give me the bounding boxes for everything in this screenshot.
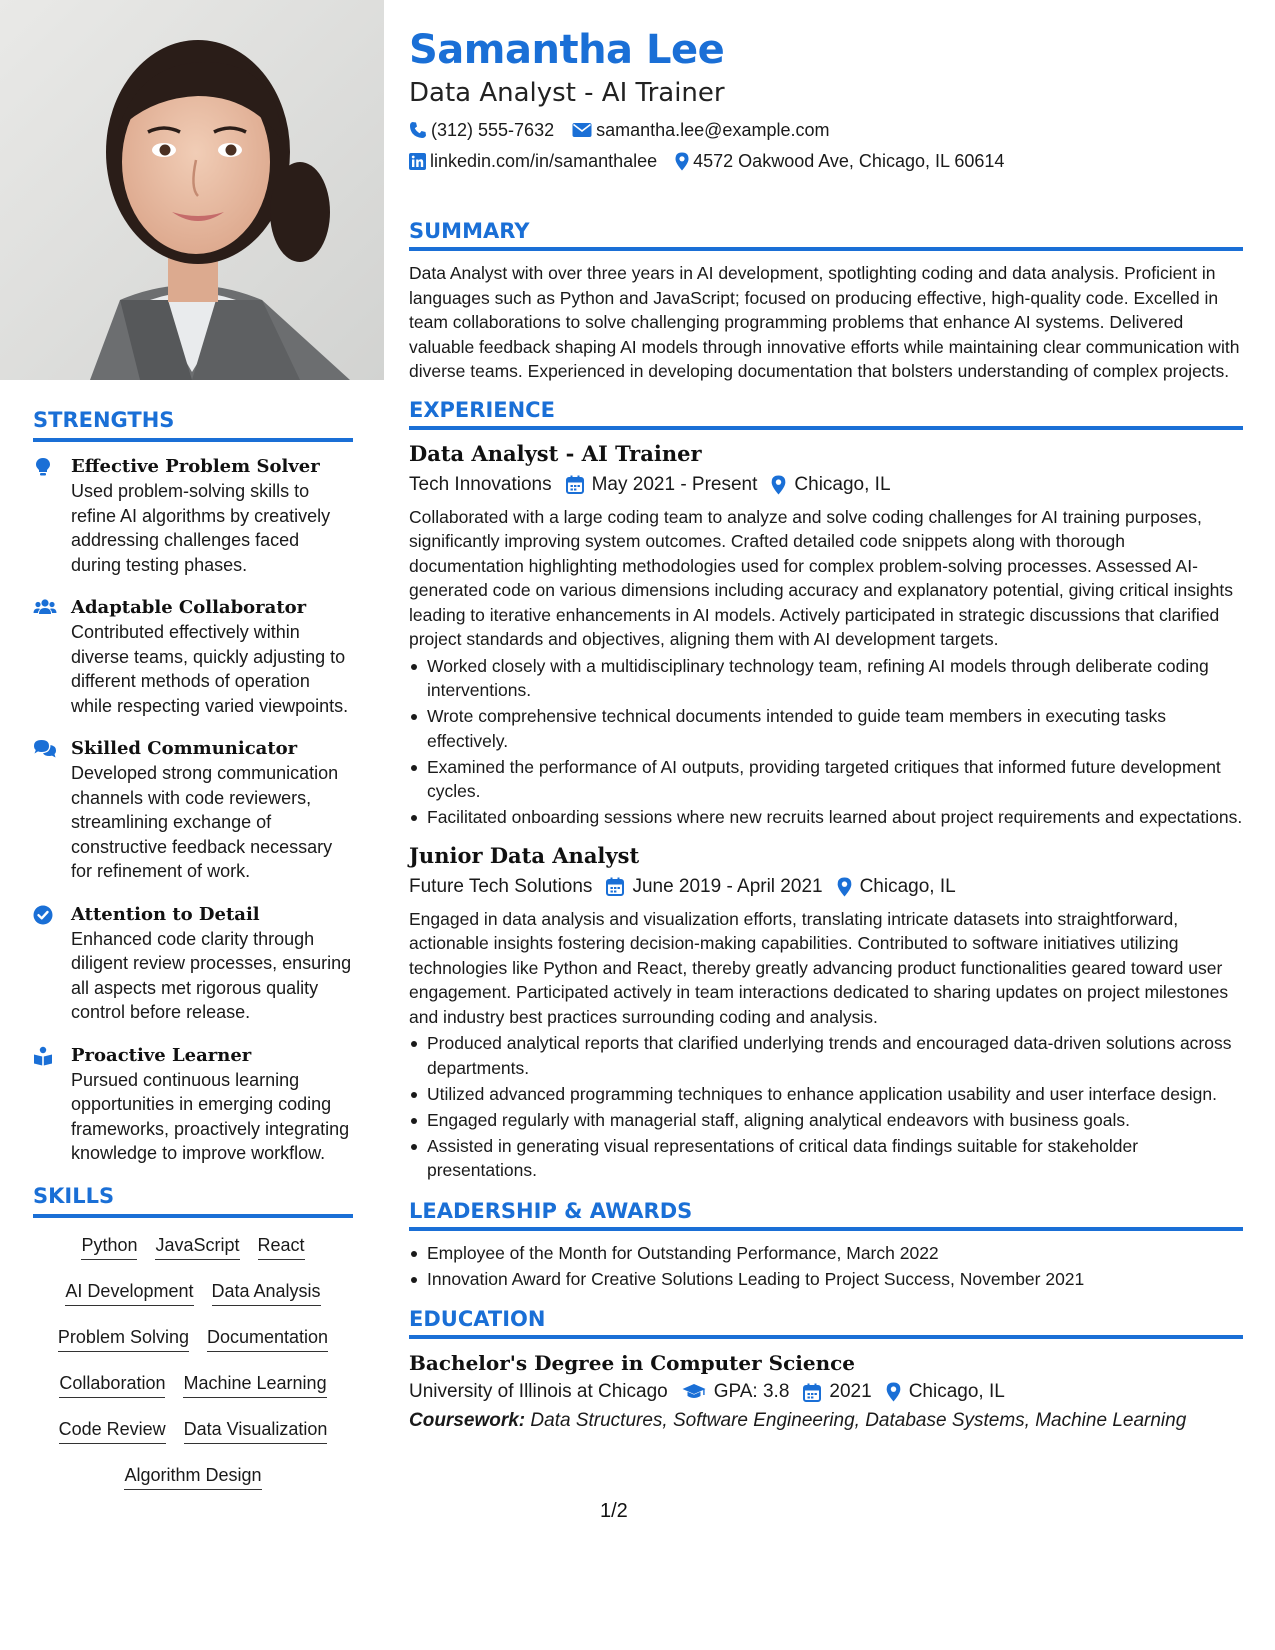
education-location-text: Chicago, IL [908,1381,1005,1402]
skill-tag: Machine Learning [183,1372,326,1398]
gpa-text: GPA: 3.8 [713,1381,790,1402]
bullet-item: Worked closely with a multidisciplinary technology team, refining AI models through deliberate coding interventions. [409,654,1243,703]
graduation-cap-icon [682,1383,706,1401]
job-meta [409,471,1243,499]
job-dates [566,471,758,499]
skill-tag: Data Analysis [212,1280,321,1306]
skill-tag: Problem Solving [58,1326,189,1352]
job-dates [606,873,822,901]
phone-text: (312) 555-7632 [431,120,555,140]
job-company: Future Tech Solutions [409,875,593,897]
bullet-item: Innovation Award for Creative Solutions Leading to Project Success, November 2021 [409,1267,1243,1292]
coursework [409,1408,1243,1434]
email-text: samantha.lee@example.com [596,120,830,140]
strength-item [33,595,353,718]
summary-heading: SUMMARY [409,219,1243,251]
school-name: University of Illinois at Chicago [409,1381,668,1402]
job-meta [409,873,1243,901]
summary-section [409,219,1243,384]
check-circle-icon [33,902,71,1025]
linkedin-icon [409,153,426,170]
job-dates-text: June 2019 - April 2021 [632,875,823,897]
strength-description: Used problem-solving skills to refine AI algorithms by creatively addressing challenges faced during testing phases. [71,481,331,575]
contact-row [409,118,1243,142]
skills-heading: SKILLS [33,1184,353,1218]
skill-tag: React [258,1234,305,1260]
strength-title: Proactive Learner [71,1044,252,1066]
lightbulb-icon [33,454,71,577]
chat-icon [33,736,71,884]
job-bullets [409,654,1243,830]
experience-section [409,398,1243,1183]
bullet-item: Facilitated onboarding sessions where new recruits learned about project requirements and expectations. [409,805,1243,830]
job-location-text: Chicago, IL [859,875,956,897]
skill-tag: Code Review [59,1418,166,1444]
leadership-bullets [409,1241,1243,1292]
leadership-heading: LEADERSHIP & AWARDS [409,1199,1243,1231]
sidebar-content [33,408,353,1490]
strength-description: Enhanced code clarity through diligent review processes, ensuring all aspects met rigorous quality control before release. [71,928,352,1022]
education-location [886,1378,1005,1406]
job-title: Junior Data Analyst [409,842,640,868]
coursework-label: Coursework: [409,1410,526,1431]
strength-description: Developed strong communication channels with code reviewers, streamlining exchange of constructive feedback necessary for refinement of work. [71,763,339,881]
job-location [837,873,956,901]
strength-item [33,736,353,884]
job-title: Data Analyst - AI Trainer [409,440,702,466]
skills-list [33,1230,353,1490]
education-section [409,1307,1243,1434]
bullet-item: Assisted in generating visual representations of critical data findings suitable for stakeholder presentations. [409,1134,1243,1183]
bullet-item: Produced analytical reports that clarified underlying trends and encouraged data-driven solutions across departments. [409,1031,1243,1080]
degree-title: Bachelor's Degree in Computer Science [409,1351,856,1375]
job-entry [409,842,1243,1183]
email-contact[interactable] [572,118,829,142]
phone-contact[interactable] [409,118,554,142]
linkedin-contact[interactable] [409,149,657,173]
linkedin-text: linkedin.com/in/samanthalee [430,151,658,171]
strength-description: Pursued continuous learning opportunities in emerging coding frameworks, proactively integrating knowledge to improve workflow. [71,1069,350,1163]
address-text: 4572 Oakwood Ave, Chicago, IL 60614 [693,151,1005,171]
education-heading: EDUCATION [409,1307,1243,1339]
graduation-year [803,1378,871,1406]
gpa [682,1378,790,1406]
main-content [409,26,1243,1434]
job-location-text: Chicago, IL [794,473,891,495]
calendar-icon [566,475,584,494]
strength-title: Attention to Detail [71,903,260,925]
calendar-icon [606,877,624,896]
job-description: Engaged in data analysis and visualization efforts, translating intricate datasets into straightforward, actionable insights fostering decision-making capabilities. Contributed to software initiatives utilizing technologies like Python and React, thereby greatly advancing product functionalities geared toward user engagement. Participated actively in team interactions dedicated to sharing updates on project milestones and industry best practices surrounding coding and analysis. [409,908,1229,1027]
users-icon [33,595,71,718]
profile-photo [0,0,384,380]
bullet-item: Examined the performance of AI outputs, providing targeted critiques that informed future development cycles. [409,755,1243,804]
skill-tag: Python [81,1234,137,1260]
map-pin-icon [771,475,786,495]
education-meta [409,1378,1243,1406]
map-pin-icon [837,877,852,897]
strength-description: Contributed effectively within diverse teams, quickly adjusting to different methods of operation while respecting varied viewpoints. [71,622,349,716]
year-text: 2021 [829,1381,872,1402]
job-bullets [409,1031,1243,1183]
skill-tag: Algorithm Design [124,1464,261,1490]
strength-item [33,902,353,1025]
strength-item [33,1043,353,1166]
summary-text: Data Analyst with over three years in AI development, spotlighting coding and data analysis. Proficient in languages such as Python and JavaScript; focused on producing effective, high-quality code. Excelled in team collaborations to solve challenging programming problems that enhance AI systems. Delivered valuable feedback shaping AI models through innovative efforts while maintaining clear communication with diverse teams. Experienced in developing documentation that bolsters understanding of complex projects. [409,263,1240,381]
book-reader-icon [33,1043,71,1166]
bullet-item: Wrote comprehensive technical documents intended to guide team members in executing tasks effectively. [409,704,1243,753]
strength-title: Adaptable Collaborator [71,597,307,618]
job-company: Tech Innovations [409,473,552,495]
strengths-heading: STRENGTHS [33,408,353,442]
job-entry [409,440,1243,830]
map-pin-icon [675,152,689,171]
candidate-name: Samantha Lee [409,27,725,73]
candidate-role: Data Analyst - AI Trainer [409,78,725,108]
job-location [771,471,890,499]
bullet-item: Utilized advanced programming techniques to enhance application usability and user interface design. [409,1082,1243,1107]
strength-title: Skilled Communicator [71,738,298,759]
job-dates-text: May 2021 - Present [591,473,758,495]
contact-row-2 [409,149,1243,173]
sidebar [0,0,384,1650]
coursework-text: Data Structures, Software Engineering, Database Systems, Machine Learning [530,1410,1187,1431]
phone-icon [409,121,427,139]
envelope-icon [572,122,592,138]
leadership-section [409,1199,1243,1292]
skill-tag: Collaboration [59,1372,165,1398]
bullet-item: Employee of the Month for Outstanding Performance, March 2022 [409,1241,1243,1266]
address-contact [675,149,1004,173]
calendar-icon [803,1383,821,1402]
skill-tag: JavaScript [155,1234,239,1260]
skill-tag: Data Visualization [184,1418,328,1444]
strength-title: Effective Problem Solver [71,456,320,477]
skill-tag: AI Development [65,1280,193,1306]
experience-heading: EXPERIENCE [409,398,1243,430]
skill-tag: Documentation [207,1326,328,1352]
map-pin-icon [886,1382,901,1402]
bullet-item: Engaged regularly with managerial staff, aligning analytical endeavors with business goals. [409,1108,1243,1133]
job-description: Collaborated with a large coding team to analyze and solve coding challenges for AI training purposes, significantly improving system outcomes. Crafted detailed code snippets along with thorough documentation highlighting methodologies used for complex problem-solving processes. Assessed AI-generated code on various dimensions including accuracy and explanatory potential, giving critical insights leading to iterative enhancements in AI models. Actively participated in strategic discussions that clarified project standards and objectives, aligning them with AI development targets. [409,506,1233,649]
page-number: 1/2 [600,1500,628,1522]
strength-item [33,454,353,577]
